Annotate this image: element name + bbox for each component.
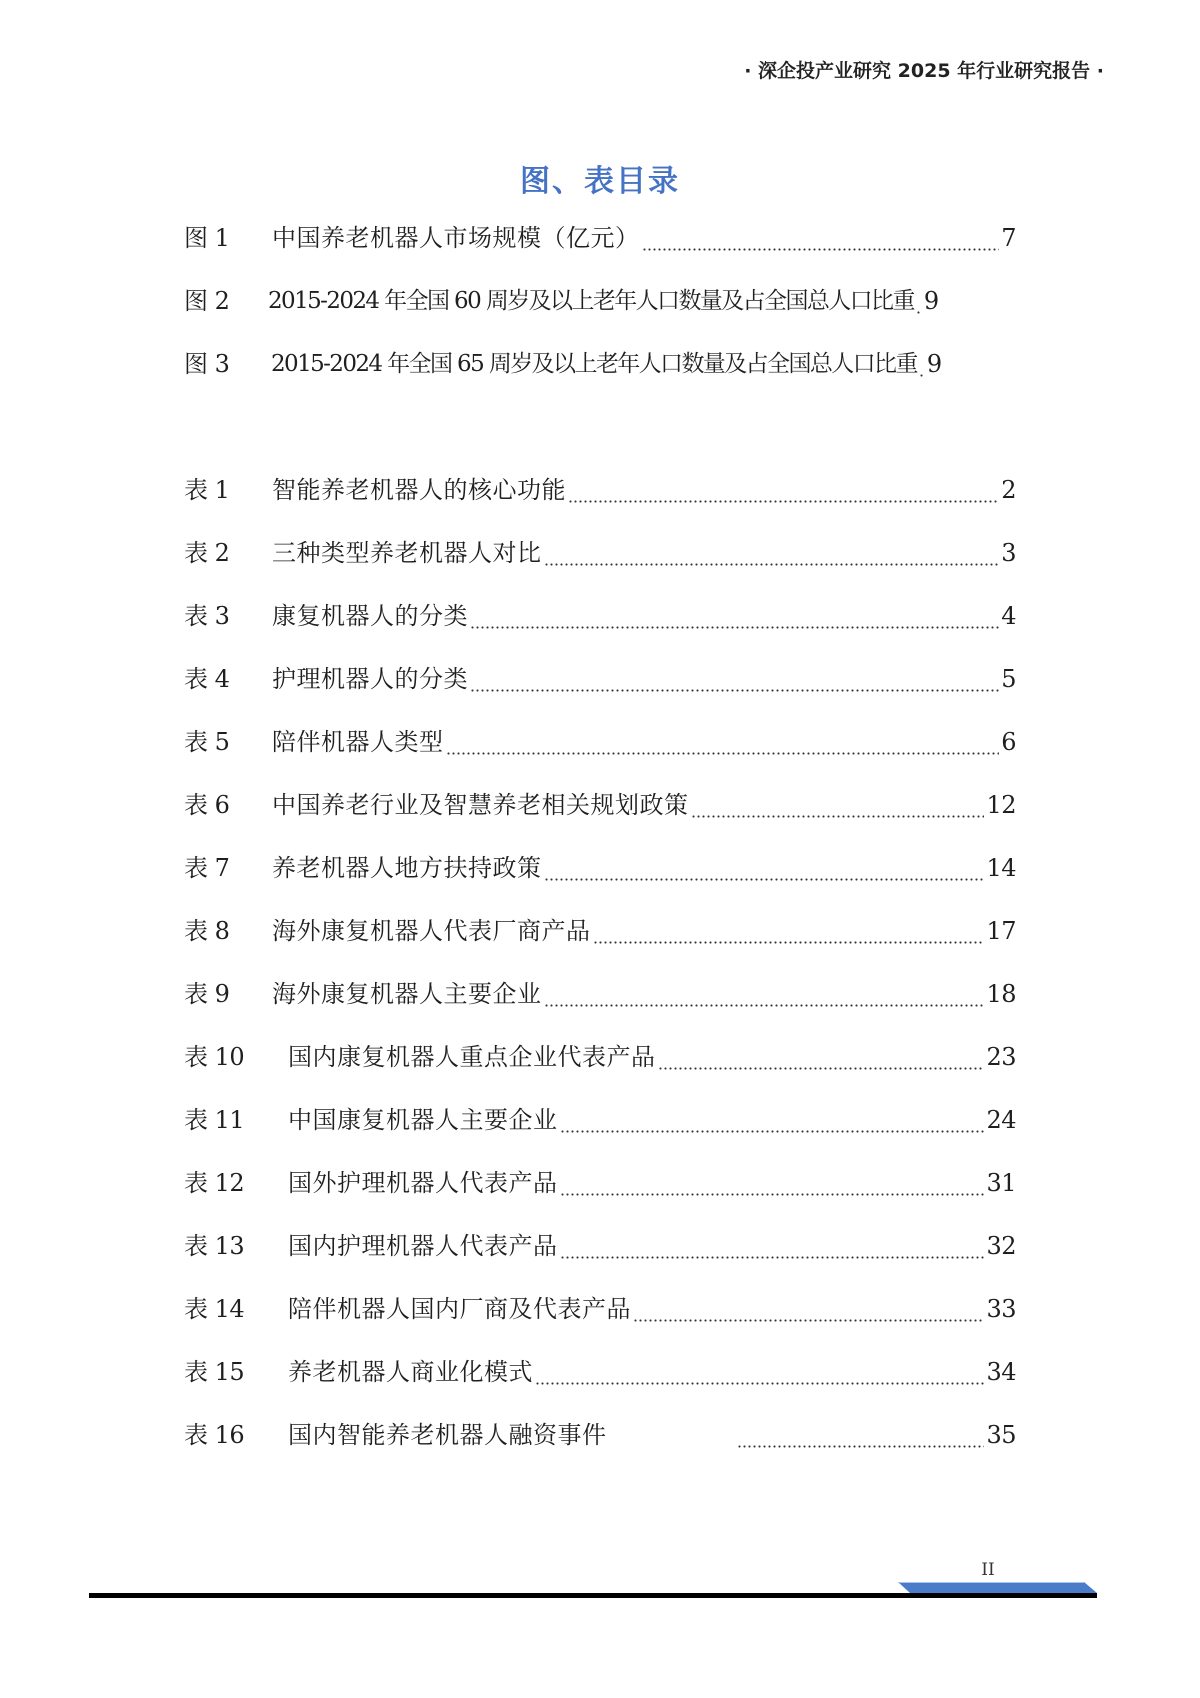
entry-title[interactable]: 智能养老机器人的核心功能 [272,476,566,504]
toc-entry-table-4[interactable] [184,659,1016,722]
entry-title[interactable]: 国内康复机器人重点企业代表产品 [288,1043,656,1071]
entry-label: 图 1 [184,224,230,252]
entry-label: 表 10 [184,1043,245,1071]
footer-accent-tab [898,1582,1098,1593]
entry-title[interactable]: 养老机器人商业化模式 [288,1358,533,1386]
entry-title[interactable]: 中国养老行业及智慧养老相关规划政策 [272,791,689,819]
table-list [184,470,1016,1478]
entry-label: 表 15 [184,1358,245,1386]
entry-label: 表 2 [184,539,230,567]
dot-leader [568,470,999,504]
running-header: · 深企投产业研究 2025 年行业研究报告 · [744,60,1104,82]
toc-entry-table-13[interactable] [184,1226,1016,1289]
dot-leader [470,596,999,630]
dot-leader [544,974,985,1008]
toc-entry-table-11[interactable] [184,1100,1016,1163]
dot-leader [446,722,1000,756]
entry-label: 表 8 [184,917,230,945]
entry-title[interactable]: 陪伴机器人国内厂商及代表产品 [288,1295,631,1323]
entry-title[interactable]: 海外康复机器人代表厂商产品 [272,917,591,945]
toc-entry-table-9[interactable] [184,974,1016,1037]
entry-label: 表 5 [184,728,230,756]
entry-title[interactable]: 海外康复机器人主要企业 [272,980,542,1008]
entry-page-number[interactable]: 6 [1001,728,1016,756]
toc-entry-table-16[interactable] [184,1415,1016,1478]
entry-label: 表 9 [184,980,230,1008]
dot-leader [560,1226,985,1260]
entry-label: 表 7 [184,854,230,882]
entry-label: 表 12 [184,1169,245,1197]
toc-title: 图、表目录 [520,164,680,199]
entry-page-number[interactable]: 7 [1001,224,1016,252]
entry-label: 表 11 [184,1106,245,1134]
entry-title[interactable]: 国内智能养老机器人融资事件 [288,1421,607,1449]
entry-label: 图 3 [184,350,230,378]
dot-leader [470,659,999,693]
dot-leader [737,1415,985,1449]
entry-page-number[interactable]: 2 [1001,476,1016,504]
toc-entry-table-3[interactable] [184,596,1016,659]
toc-entry-table-14[interactable] [184,1289,1016,1352]
toc-entry-table-10[interactable] [184,1037,1016,1100]
entry-page-number[interactable]: 34 [986,1358,1016,1386]
entry-label: 表 14 [184,1295,245,1323]
entry-title[interactable]: 护理机器人的分类 [272,665,468,693]
dot-leader [691,785,985,819]
entry-page-number[interactable]: 18 [986,980,1016,1008]
toc-entry-table-2[interactable] [184,533,1016,596]
toc-entry-figure-2[interactable] [184,281,1016,344]
entry-title[interactable]: 三种类型养老机器人对比 [272,539,542,567]
entry-page-number[interactable]: 24 [986,1106,1016,1134]
dot-leader [593,911,985,945]
dot-leader [544,848,985,882]
entry-title[interactable]: 康复机器人的分类 [272,602,468,630]
entry-page-number[interactable]: 4 [1001,602,1016,630]
entry-title[interactable]: 国外护理机器人代表产品 [288,1169,558,1197]
entry-label: 表 3 [184,602,230,630]
dot-leader [919,344,925,378]
dot-leader [535,1352,984,1386]
dot-leader [544,533,1000,567]
dot-leader [633,1289,984,1323]
entry-title[interactable]: 中国康复机器人主要企业 [288,1106,558,1134]
entry-page-number[interactable]: 17 [986,917,1016,945]
entry-title[interactable]: 陪伴机器人类型 [272,728,444,756]
toc-entry-table-7[interactable] [184,848,1016,911]
toc-entry-table-6[interactable] [184,785,1016,848]
dot-leader [658,1037,985,1071]
entry-label: 表 13 [184,1232,245,1260]
footer-rule [89,1593,1097,1598]
entry-page-number[interactable]: 23 [986,1043,1016,1071]
entry-title[interactable]: 2015-2024 年全国 65 周岁及以上老年人口数量及占全国总人口比重 [271,351,917,377]
figure-list [184,218,1016,407]
dot-leader [916,281,922,315]
entry-page-number[interactable]: 31 [986,1169,1016,1197]
toc-entry-table-5[interactable] [184,722,1016,785]
entry-page-number[interactable]: 14 [986,854,1016,882]
entry-page-number[interactable]: 3 [1001,539,1016,567]
entry-title[interactable]: 国内护理机器人代表产品 [288,1232,558,1260]
entry-title[interactable]: 中国养老机器人市场规模（亿元） [272,224,640,252]
toc-entry-table-1[interactable] [184,470,1016,533]
toc-entry-figure-3[interactable] [184,344,1016,407]
entry-page-number[interactable]: 12 [986,791,1016,819]
dot-leader [560,1163,985,1197]
entry-page-number[interactable]: 5 [1001,665,1016,693]
entry-label: 图 2 [184,287,230,315]
toc-entry-table-12[interactable] [184,1163,1016,1226]
entry-label: 表 1 [184,476,230,504]
dot-leader [642,218,1000,252]
entry-page-number[interactable]: 32 [986,1232,1016,1260]
entry-label: 表 6 [184,791,230,819]
entry-page-number[interactable]: 35 [986,1421,1016,1449]
entry-title[interactable]: 2015-2024 年全国 60 周岁及以上老年人口数量及占全国总人口比重 [268,288,914,314]
toc-entry-table-15[interactable] [184,1352,1016,1415]
entry-label: 表 16 [184,1421,245,1449]
footer-page-number: II [981,1560,995,1580]
entry-label: 表 4 [184,665,230,693]
entry-page-number[interactable]: 33 [986,1295,1016,1323]
dot-leader [560,1100,985,1134]
entry-page-number[interactable]: 9 [926,350,942,378]
entry-page-number[interactable]: 9 [923,287,939,315]
toc-entry-figure-1[interactable] [184,218,1016,281]
entry-title[interactable]: 养老机器人地方扶持政策 [272,854,542,882]
toc-entry-table-8[interactable] [184,911,1016,974]
